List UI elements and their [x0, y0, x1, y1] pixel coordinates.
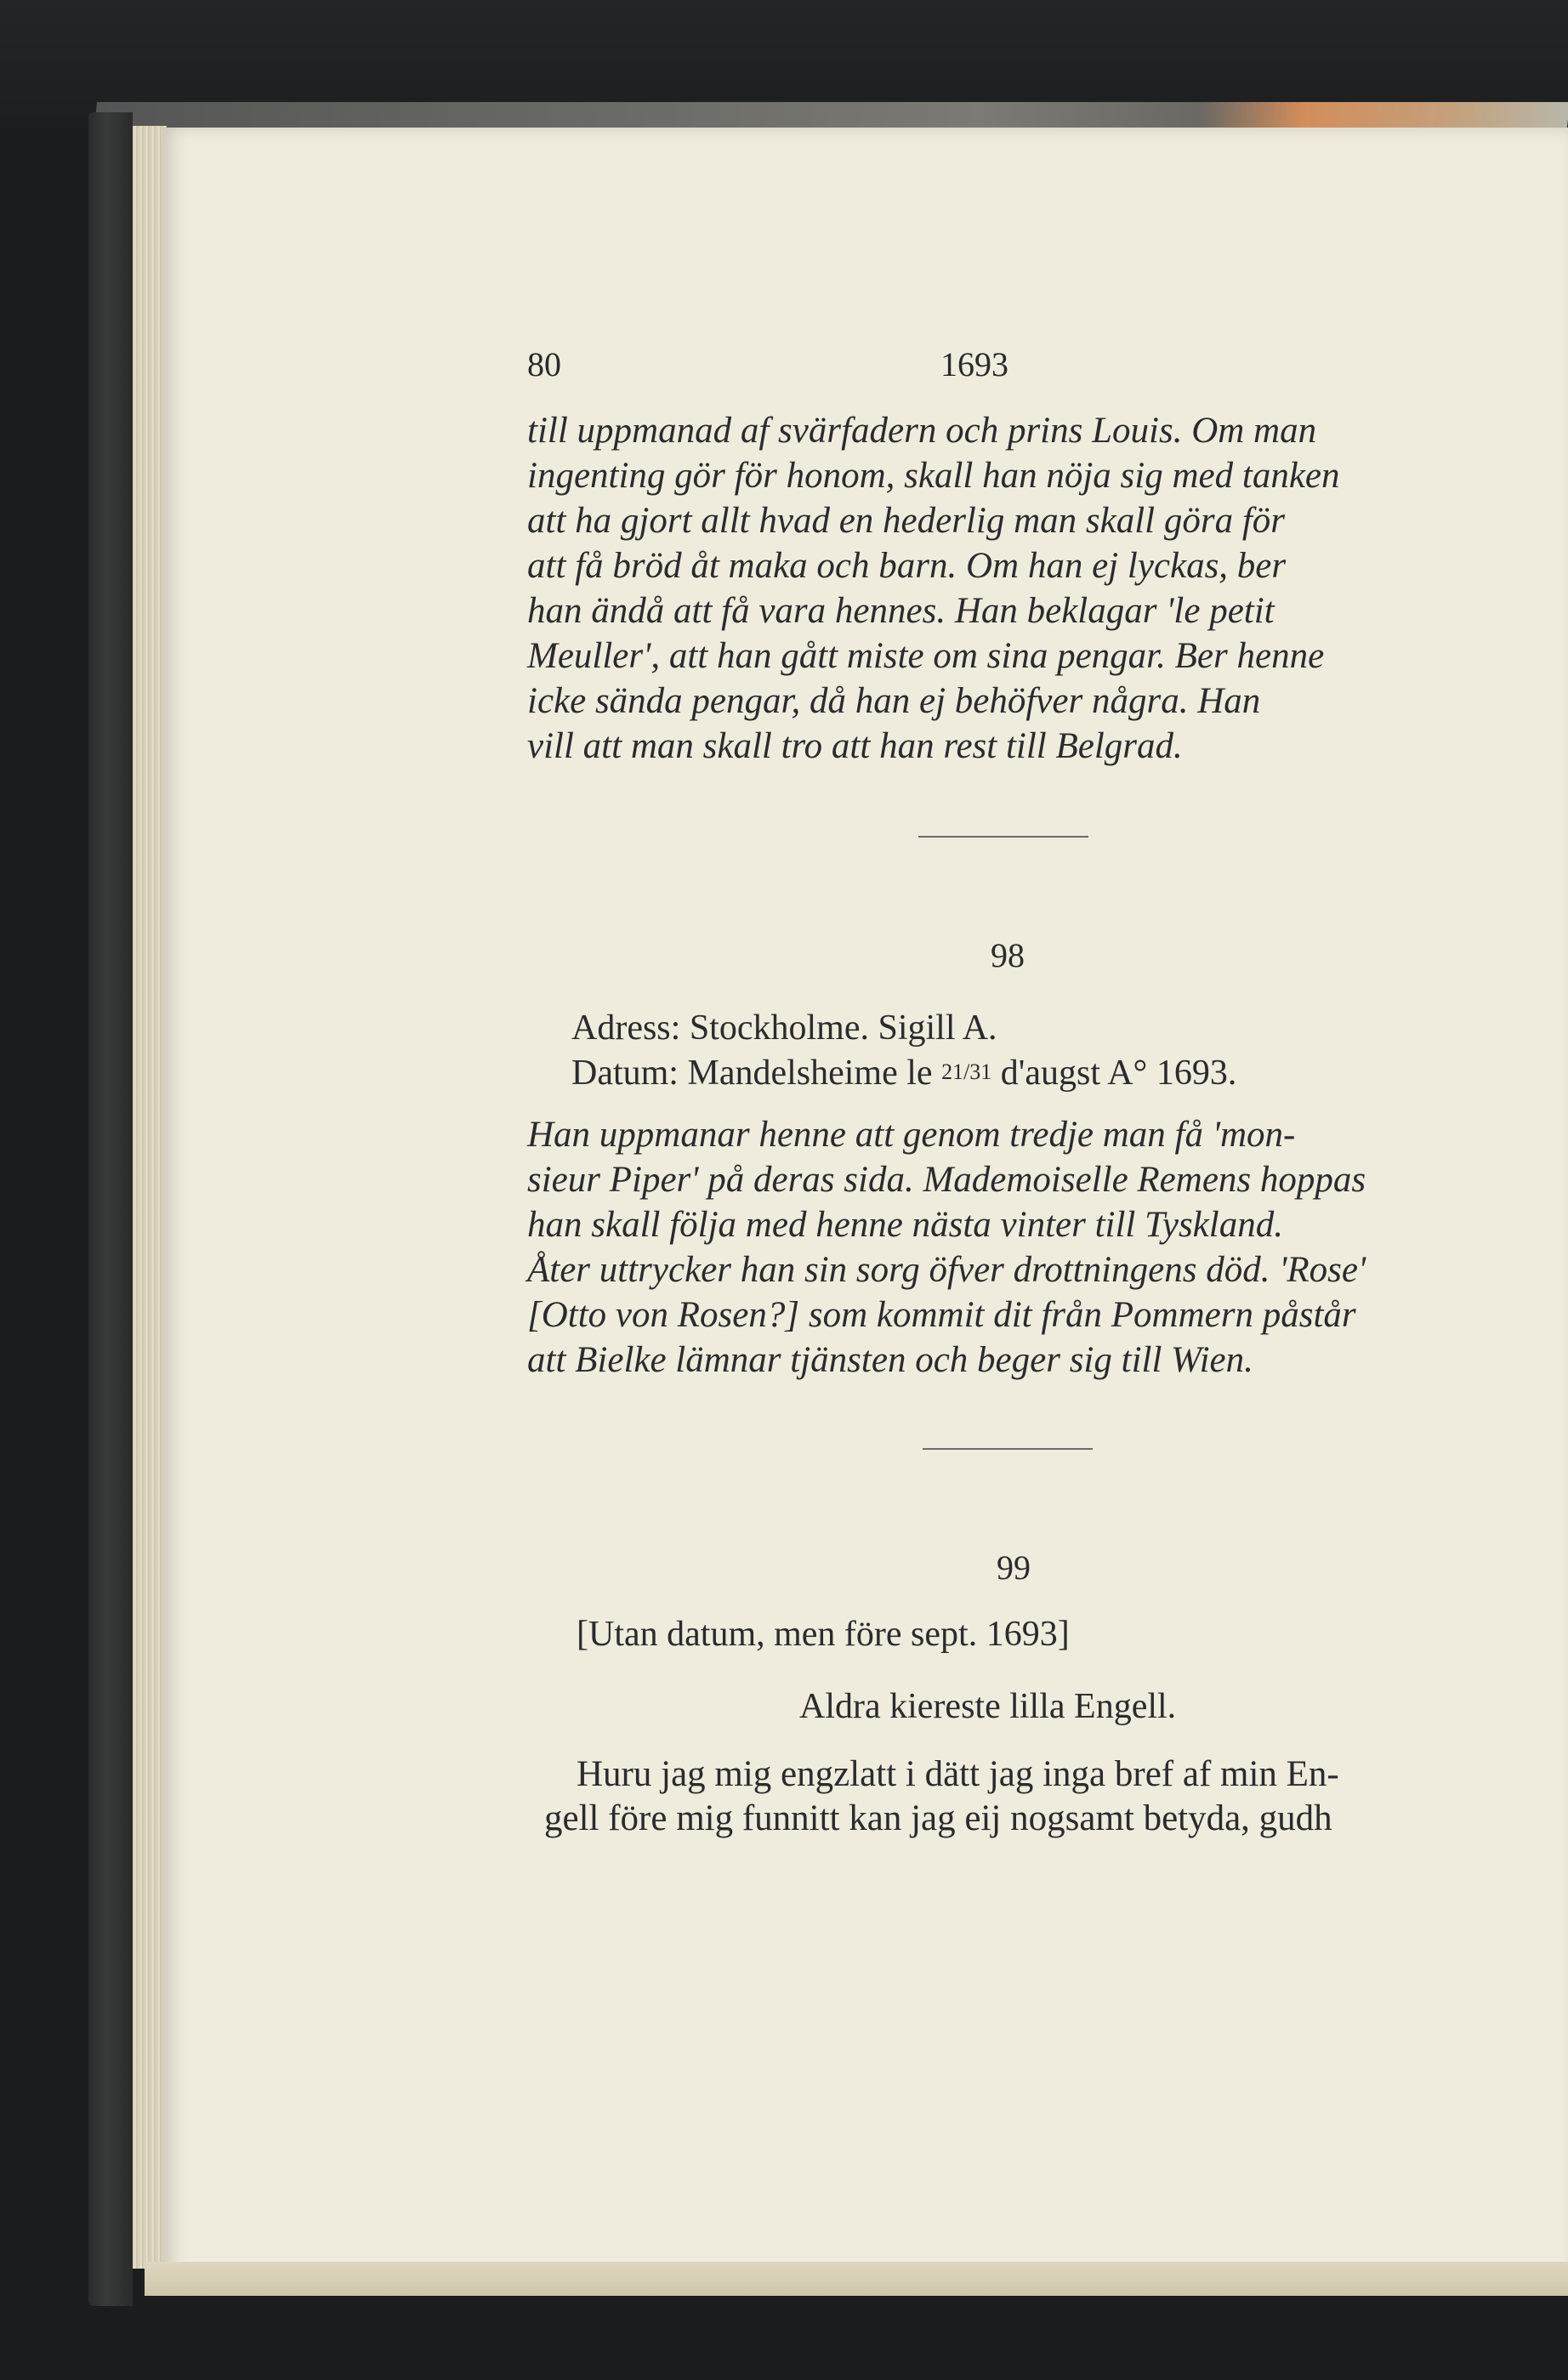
datum-value-prefix: Mandelsheime le — [687, 1054, 933, 1093]
datum-fraction: 21/31 — [941, 1059, 992, 1084]
datum-line — [571, 1053, 1236, 1093]
text-line: Han uppmanar henne att genom tredje man få 'mon- — [527, 1115, 1296, 1155]
datum-label: Datum: — [571, 1054, 679, 1093]
letter-99-body-line: gell före mig funnitt kan jag eij nogsamt betyda, gudh — [544, 1798, 1332, 1838]
letter-99-salutation: Aldra kiereste lilla Engell. — [799, 1687, 1177, 1726]
text-line: icke sända pengar, då han ej behöfver några. Han — [527, 681, 1261, 721]
text-line: att ha gjort allt hvad en hederlig man skall göra för — [527, 501, 1286, 541]
letter-97-continuation — [527, 408, 1488, 769]
text-line: han skall följa med henne nästa vinter till Tyskland. — [527, 1205, 1283, 1245]
text-line: ingenting gör för honom, skall han nöja sig med tanken — [527, 456, 1340, 496]
letter-99-date-note: [Utan datum, men före sept. 1693] — [577, 1615, 1070, 1654]
text-line: sieur Piper' på deras sida. Mademoiselle Remens hoppas — [527, 1160, 1366, 1200]
text-line: till uppmanad af svärfadern och prins Louis. Om man — [527, 411, 1317, 451]
text-line: [Otto von Rosen?] som kommit dit från Pommern påstår — [527, 1295, 1356, 1335]
text-line: att få bröd åt maka och barn. Om han ej lyckas, ber — [527, 546, 1287, 586]
adress-label: Adress: — [571, 1008, 681, 1048]
page-number: 80 — [527, 345, 561, 383]
letter-98-number: 98 — [991, 936, 1025, 974]
adress-value: Stockholme. Sigill A. — [689, 1008, 997, 1048]
text-line: han ändå att få vara hennes. Han beklagar 'le petit — [527, 591, 1275, 631]
letter-99-body-line: Huru jag mig engzlatt i dätt jag inga bref af min En- — [577, 1754, 1339, 1794]
book-cover-edge — [88, 112, 133, 2306]
section-divider — [923, 1448, 1093, 1450]
text-line: att Bielke lämnar tjänsten och beger sig till Wien. — [527, 1340, 1253, 1380]
text-line: Meuller', att han gått miste om sina pengar. Ber henne — [527, 636, 1325, 676]
section-divider — [918, 836, 1088, 838]
letter-98-summary — [527, 1112, 1488, 1383]
text-line: Åter uttrycker han sin sorg öfver drottningens död. 'Rose' — [527, 1250, 1366, 1290]
running-head-year: 1693 — [940, 345, 1008, 383]
page-stack-edge — [133, 126, 167, 2269]
page-bottom-edge — [145, 2262, 1568, 2296]
letter-99-number: 99 — [997, 1548, 1031, 1587]
datum-value-suffix: d'augst A° 1693. — [1000, 1054, 1237, 1093]
adress-line — [571, 1008, 997, 1048]
text-line: vill att man skall tro att han rest till Belgrad. — [527, 726, 1183, 766]
